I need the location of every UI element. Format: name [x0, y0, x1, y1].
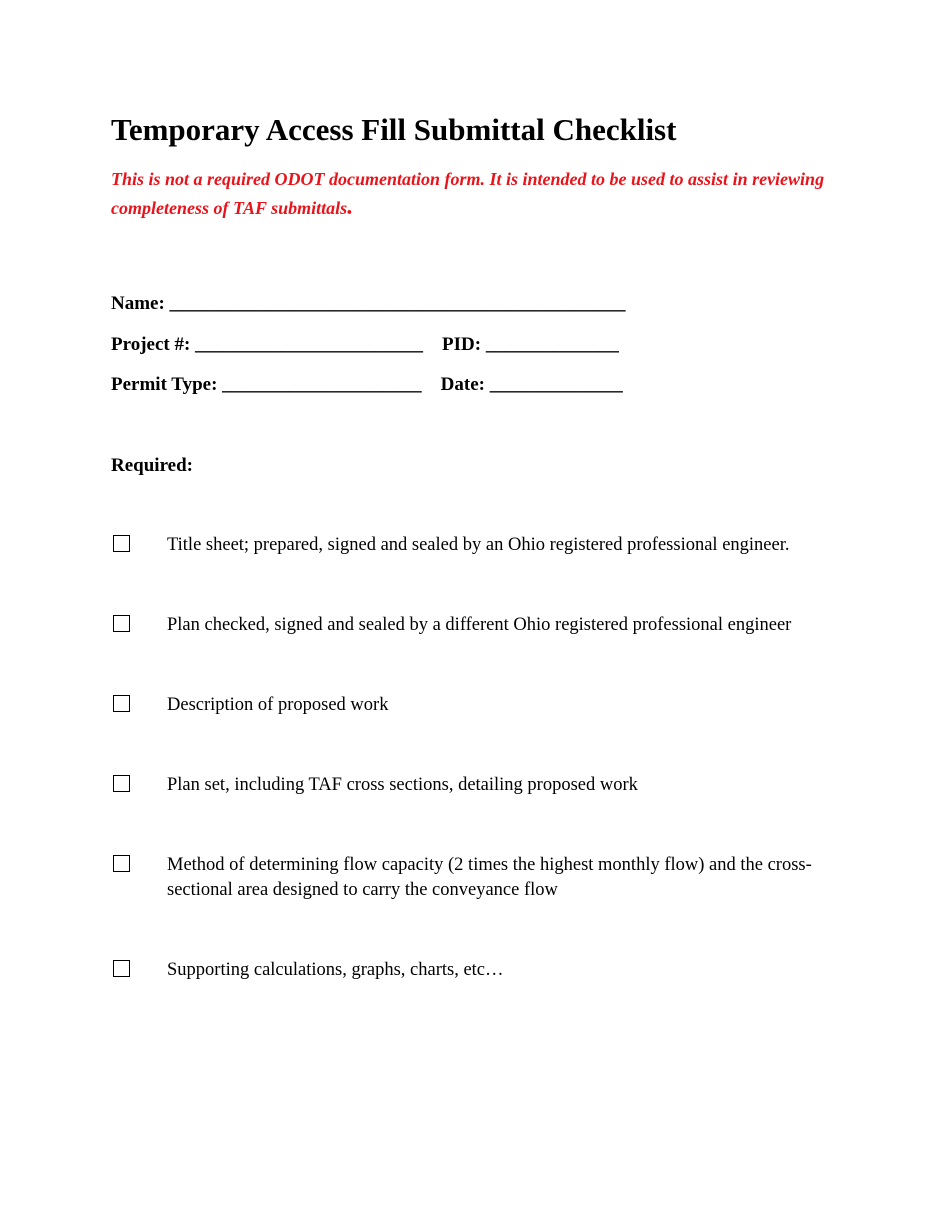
required-heading: Required: [111, 455, 193, 476]
disclaimer-end-mark: . [347, 193, 354, 220]
checklist-item-text: Plan set, including TAF cross sections, detailing proposed work [167, 775, 638, 795]
checkbox[interactable] [113, 960, 130, 977]
name-field[interactable]: Name: ________________________________________________ [111, 293, 626, 314]
checkbox[interactable] [113, 535, 130, 552]
checklist-item-text: Description of proposed work [167, 695, 389, 715]
checkbox[interactable] [113, 695, 130, 712]
project-pid-field[interactable]: Project #: ________________________ PID: ______________ [111, 334, 619, 355]
checklist-item-text: Title sheet; prepared, signed and sealed by an Ohio registered professional engineer. [167, 535, 790, 555]
checklist-item-text: Method of determining flow capacity (2 times the highest monthly flow) and the cross-sectional area designed to carry the conveyance flow [167, 855, 812, 900]
disclaimer-note [111, 166, 831, 222]
page-title: Temporary Access Fill Submittal Checklist [111, 112, 677, 147]
permit-type-date-field[interactable]: Permit Type: _____________________ Date: ______________ [111, 374, 623, 395]
disclaimer-text: This is not a required ODOT documentation form. It is intended to be used to assist in reviewing completeness of TAF submittals [111, 169, 825, 218]
checklist-item-text: Plan checked, signed and sealed by a different Ohio registered professional engineer [167, 615, 792, 635]
checklist-item-text: Supporting calculations, graphs, charts, etc… [167, 960, 504, 980]
checkbox[interactable] [113, 855, 130, 872]
checkbox[interactable] [113, 775, 130, 792]
checkbox[interactable] [113, 615, 130, 632]
